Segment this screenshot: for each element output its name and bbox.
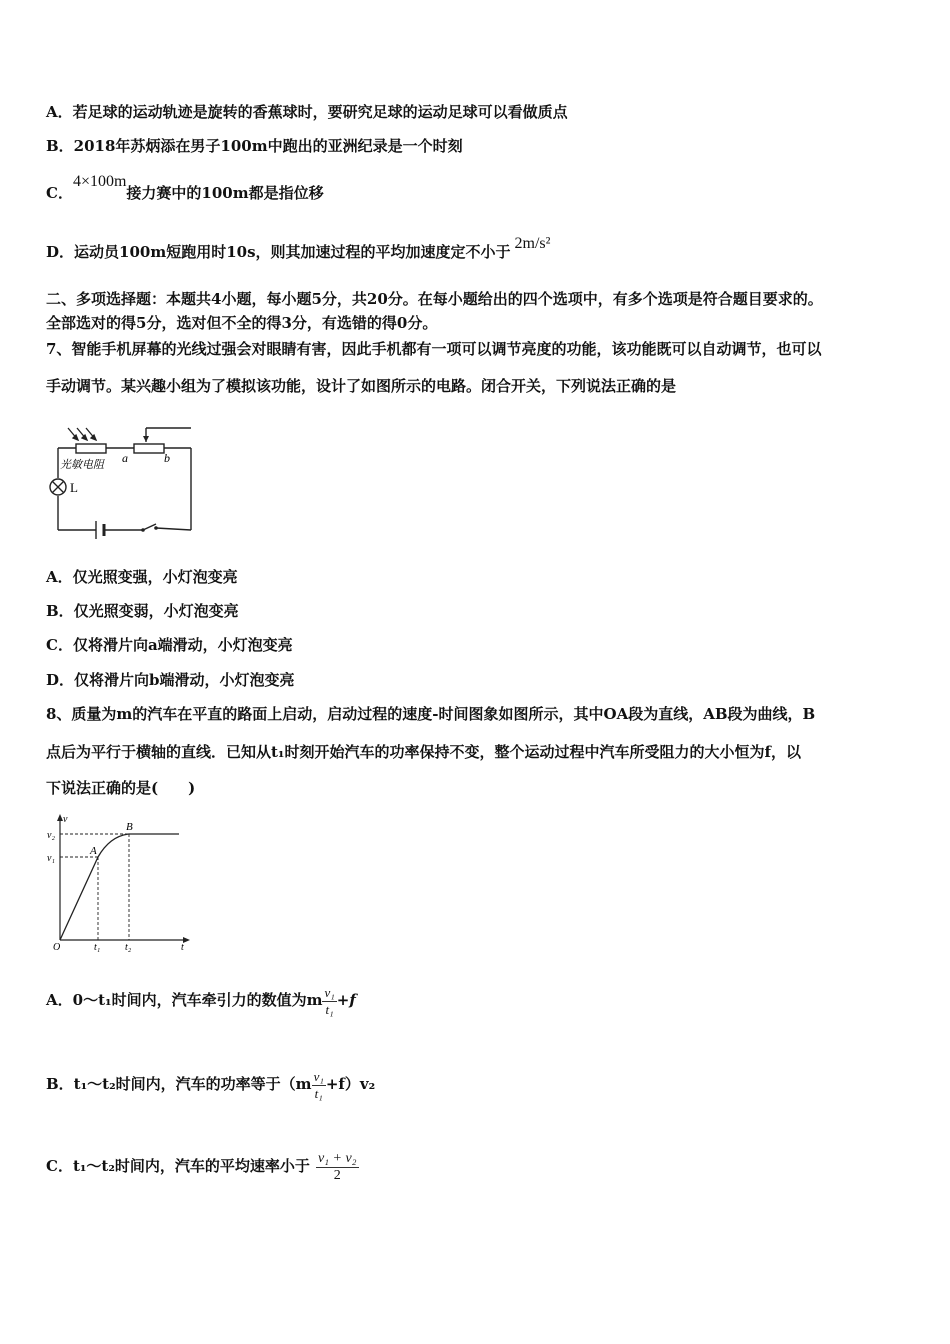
- q8-option-b-fraction: [312, 1069, 326, 1102]
- q8-option-c: [46, 1144, 359, 1188]
- axis-t-label: t: [181, 942, 184, 952]
- q8-option-b-denominator: t₁: [314, 1085, 323, 1101]
- q8-stem-line2: 点后为平行于横轴的直线．已知从t₁时刻开始汽车的功率保持不变，整个运动过程中汽车所受阻力的大小恒为f，以: [46, 743, 801, 761]
- q7-option-b: B．仅光照变弱，小灯泡变亮: [46, 602, 239, 620]
- q8-option-a-text: A．0～t₁时间内，汽车牵引力的数值为m: [46, 991, 323, 1009]
- t1-label: t₁: [94, 942, 101, 952]
- battery-icon: [96, 521, 104, 539]
- v2-label: v₂: [47, 830, 55, 841]
- t2-label: t₂: [125, 942, 132, 952]
- x-axis-arrow-icon: [183, 937, 190, 943]
- v1-label: v₁: [47, 853, 55, 864]
- q6-option-c-math: 4×100m: [72, 173, 127, 190]
- q8-stem-line3: 下说法正确的是( ): [46, 779, 196, 797]
- q8-stem-line1: 8、质量为m的汽车在平直的路面上启动，启动过程的速度-时间图象如图所示，其中OA段为直线，AB段为曲线，B: [46, 705, 816, 723]
- lamp-label: L: [70, 480, 78, 495]
- q8-option-c-text: C．t₁～t₂时间内，汽车的平均速率小于: [46, 1157, 310, 1175]
- q6-option-b: B．2018年苏炳添在男子100m中跑出的亚洲纪录是一个时刻: [46, 137, 463, 155]
- q6-option-d-text: D．运动员100m短跑用时10s，则其加速过程的平均加速度定不小于: [46, 243, 511, 261]
- q6-option-c-text: 接力赛中的100m都是指位移: [126, 184, 324, 202]
- q7-stem-line1: 7、智能手机屏幕的光线过强会对眼睛有害，因此手机都有一项可以调节亮度的功能，该功能既可以自动调节，也可以: [46, 340, 822, 358]
- point-a-label: A: [90, 845, 97, 857]
- section2-line1: 二、多项选择题：本题共4小题，每小题5分，共20分。在每小题给出的四个选项中，有多个选项是符合题目要求的。: [46, 290, 823, 308]
- q8-option-a-fraction: [322, 985, 336, 1018]
- q8-option-c-numerator: v₁ + v₂: [317, 1150, 357, 1166]
- q8-option-b-text: B．t₁～t₂时间内，汽车的功率等于（m: [46, 1075, 312, 1093]
- q6-option-a: A．若足球的运动轨迹是旋转的香蕉球时，要研究足球的运动足球可以看做质点: [46, 103, 568, 121]
- q8-option-a-numerator: v₁: [324, 984, 335, 1000]
- q8-option-a: [46, 978, 356, 1022]
- q7-option-a: A．仅光照变强，小灯泡变亮: [46, 568, 238, 586]
- light-arrows-icon: [68, 428, 96, 440]
- slider-arrow-icon: [143, 436, 149, 442]
- q8-velocity-time-graph: [44, 812, 194, 952]
- q6-option-c: [46, 173, 324, 204]
- origin-label: O: [53, 942, 61, 952]
- q7-option-c: C．仅将滑片向a端滑动，小灯泡变亮: [46, 636, 293, 654]
- axis-v-label: v: [63, 814, 68, 825]
- q7-circuit-diagram: [46, 420, 201, 550]
- section2-line2: 全部选对的得5分，选对但不全的得3分，有选错的得0分。: [46, 314, 438, 332]
- q6-option-c-label: C．: [46, 184, 73, 202]
- q8-option-b-numerator: v₁: [313, 1068, 324, 1084]
- q8-option-a-denominator: t₁: [325, 1001, 334, 1017]
- point-b-label: B: [126, 821, 133, 833]
- q8-option-b: [46, 1062, 375, 1106]
- switch-icon: [141, 524, 158, 532]
- q8-option-c-fraction: [316, 1151, 359, 1184]
- terminal-b-label: b: [164, 451, 170, 465]
- q6-option-d: [46, 235, 551, 263]
- terminal-a-label: a: [122, 451, 128, 465]
- q8-option-c-denominator: 2: [333, 1167, 341, 1183]
- q7-stem-line2: 手动调节。某兴趣小组为了模拟该功能，设计了如图所示的电路。闭合开关，下列说法正确的是: [46, 377, 677, 395]
- rheostat: [134, 444, 164, 453]
- q6-option-d-math: 2m/s²: [514, 235, 551, 252]
- velocity-curve: [60, 834, 179, 940]
- q8-option-b-tail: +f）v₂: [325, 1075, 376, 1093]
- q7-option-d: D．仅将滑片向b端滑动，小灯泡变亮: [46, 671, 295, 689]
- photoresistor: [76, 444, 106, 453]
- photoresistor-label: 光敏电阻: [60, 459, 104, 471]
- q8-option-a-tail: +f: [336, 991, 356, 1009]
